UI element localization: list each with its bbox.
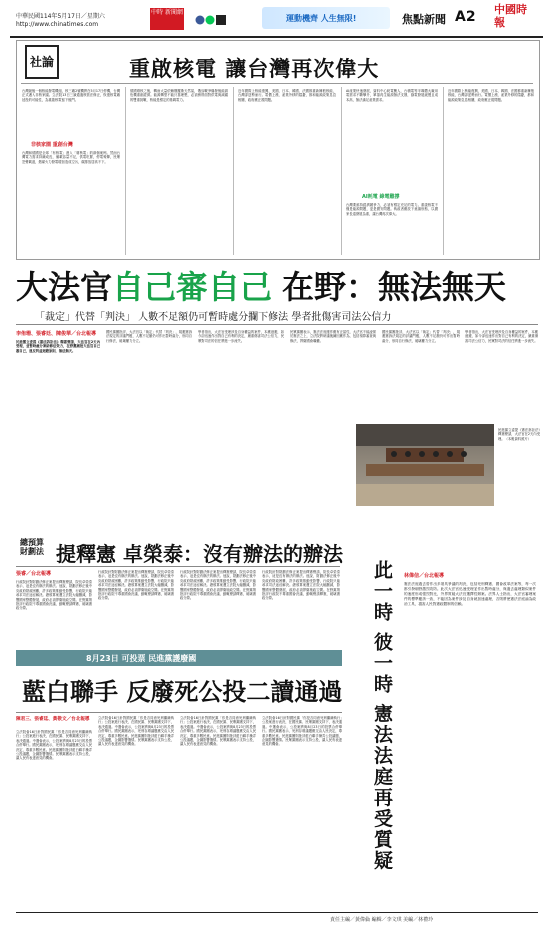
- court-headline-part-2: 自己審自己: [112, 268, 273, 306]
- referendum-body-3: 立法院會16日針對國民黨「你是否同意死刑繼續執行」公投案進行表決，在國民黨、民眾黨團支持下，表決通過。中選會表示，公投案將與8月23日的投票合併舉行。國民黨團表示，死刑存廢議題應交由人民決定，尊重多數民意。民進黨團則批評藍白聯手操弄公投議題，企圖影響選情。民眾黨團表示支持公投，讓人民有表達意見的機會。: [180, 716, 256, 747]
- referendum-body-1: 立法院會16日針對國民黨「你是否同意死刑繼續執行」公投案進行表決，在國民黨、民眾黨團支持下，表決通過。中選會表示，公投案將與8月23日的投票合併舉行。國民黨團表示，死刑存廢議題應交由人民決定，尊重多數民意。民進黨團則批評藍白聯手操弄公投議題，企圖影響選情。民眾黨團表示支持公投，讓人民有表達意見的機會。: [16, 730, 92, 761]
- editorial-rule: [21, 83, 533, 84]
- referendum-headline: 藍白聯手 反廢死公投二讀通過: [22, 678, 343, 706]
- opinion-body-3: 行政院針對財劃法修正案提出釋憲聲請，院長卓榮泰表示，這是沒有辦法的辦法。他說，財劃法修正後中央政府財政困難，許多政策推動受影響，行政院只能尋求司法途徑解決。總預算案遭立法院大幅刪減，影響國家整體發展，政府必須捍衛施政空間。在野黨則批評行政院不尊重國會決議，動輒聲請釋憲，破壞憲政分際。: [180, 570, 256, 601]
- court-subhead: 「裁定」代替「判決」 人數不足額仍可暫時處分攔下修法 學者批傷害司法公信力: [35, 312, 392, 323]
- court-subhead-rule: [16, 324, 538, 325]
- editorial-body-1: 台灣和德國是全球「有核電」進入「廢核電」的兩個案例。然而台灣電力需求持續成長，備載容量不足，供電吃緊，停電頻傳，民眾怨聲載道，燃煤火力發電增加造成空污，碳排放居高不下。: [22, 151, 120, 164]
- court-headline-part-1: 大法官: [16, 268, 113, 306]
- brand-logo: 中國時報: [494, 3, 527, 29]
- editorial-headline: 重啟核電 讓台灣再次偉大: [129, 57, 380, 81]
- editorial-seal: 社論: [25, 45, 59, 79]
- court-photo-caption: 民進黨立委提《憲法訴訟法》釋憲聲請，大法官在2天內受理。（本報資料照片）: [498, 428, 540, 441]
- editorial-section: [16, 40, 540, 260]
- court-body-1: 國民黨團批評，大法官以「裁定」代替「判決」，規避憲訴法規定的評議門檻，人數不足額仍可作出暫時處分，形同自行修法，破壞權力分立。: [106, 330, 192, 343]
- court-byline: 李侑珊、張睿廷、陳俊華／台北報導: [16, 331, 97, 337]
- editorial-body-3: 近年國際上核能復興，美國、日本、韓國、法國都重新擁抱核能，台灣卻逆勢而行。電價上漲、產業外移的隱憂，都和能源政策息息相關，政府應正視問題。: [238, 89, 336, 102]
- opinion-headline: 提釋憲 卓榮泰：沒有辦法的辦法: [56, 542, 343, 566]
- opinion-label: 總預算 財劃法: [20, 538, 44, 556]
- referendum-tag-bar: [16, 650, 342, 666]
- masthead-icons: [195, 12, 233, 26]
- masthead-rule: [10, 36, 543, 38]
- editorial-subhead-2: AI耗電 綠電難撐: [362, 194, 400, 200]
- editorial-body-4: AI產業快速發展，資料中心耗電驚人，台積電等半導體大廠用電需求不斷攀升，單靠再生能源無法支撐，綠電發展緩慢且成本高，無法滿足產業需求。: [346, 89, 438, 102]
- editorial-body-6: 近年國際上核能復興，美國、日本、韓國、法國都重新擁抱核能，台灣卻逆勢而行。電價上漲、產業外移的隱憂，都和能源政策息息相關，政府應正視問題。: [448, 89, 534, 102]
- court-lead: 民進黨立委提《憲法訴訟法》釋憲聲請，大法官在2天內受理，並暫時處分凍結修法效力，在野黨痛批大法官自己審自己，違反利益迴避原則，無法無天。: [16, 340, 100, 353]
- court-photo: [356, 424, 494, 506]
- masthead: [0, 0, 553, 36]
- editorial-body-2: 德國廢核之後，轉而大量依賴俄羅斯天然氣，俄烏戰爭爆發後能源危機重創經濟。能源轉型不能只靠理想，必須務實面對供電與減碳的雙重挑戰，核能是穩定的基載電力。: [130, 89, 228, 102]
- opinion-rule: [16, 566, 340, 567]
- masthead-url: http://www.chinatimes.com: [16, 21, 99, 28]
- ad-banner-text: 運動機齊 人生無限!: [286, 14, 357, 23]
- court-body-2: 學者指出，大法官受理涉及自身權益的案件，本應迴避，如今卻迅速作出對自己有利的決定，嚴重傷害司法公信力，民眾對司法的信任將進一步流失。: [198, 330, 284, 343]
- referendum-byline: 陳君三、張睿廷、黃敬文／台北報導: [16, 717, 90, 722]
- court-body-3: 民眾黨團表示，憲法法庭運作應有正當性，大法官不能凌駕於憲法之上，立法院將研議後續因應作為，包括預算審查與修法，捍衛國會職權。: [290, 330, 376, 343]
- editorial-body-5: 台灣要維持經濟競爭力，必須有穩定充足的電力。重啟核電不僅是能源問題，更是國安問題。執政者應放下意識形態，以國家長遠發展為重，讓台灣再次偉大。: [346, 203, 438, 216]
- referendum-body-2: 立法院會16日針對國民黨「你是否同意死刑繼續執行」公投案進行表決，在國民黨、民眾黨團支持下，表決通過。中選會表示，公投案將與8月23日的投票合併舉行。國民黨團表示，死刑存廢議題應交由人民決定，尊重多數民意。民進黨團則批評藍白聯手操弄公投議題，企圖影響選情。民眾黨團表示支持公投，讓人民有表達意見的機會。: [98, 716, 174, 747]
- footer-rule: [16, 912, 538, 913]
- referendum-tag: 8月23日 可投票 民進黨護廢國: [86, 654, 197, 663]
- page-number: A2: [455, 9, 476, 25]
- court-headline-part-3: 在野：無法無天: [282, 268, 507, 306]
- chinatimes-logo-text: 中時 新聞網: [151, 9, 183, 16]
- footer-credit: 責任主編／黃偉倫 編輯／李文琪 美編／林禮玲: [330, 917, 434, 923]
- sidebar-body: 憲法法庭過去曾作出多項具爭議的判決，包括死刑釋憲、國會改革法案等，每一次都引發朝野激烈攻防。此次大法官迅速受理並作出暫時處分，與過去處理類似案件的速度形成強烈對比，外界質疑大法官選擇性辦案。法界人士指出，大法官審理案件的標準應該一致，不能因為案件涉及自身就加速處理，否則將使憲法法庭淪為政治工具，損害人民對憲政體制的信賴。: [404, 582, 536, 606]
- court-headline: [16, 262, 538, 308]
- opinion-byline: 張睿／台北報導: [16, 571, 52, 577]
- opinion-body-1: 行政院針對財劃法修正案提出釋憲聲請，院長卓榮泰表示，這是沒有辦法的辦法。他說，財劃法修正後中央政府財政困難，許多政策推動受影響，行政院只能尋求司法途徑解決。總預算案遭立法院大幅刪減，影響國家整體發展，政府必須捍衛施政空間。在野黨則批評行政院不尊重國會決議，動輒聲請釋憲，破壞憲政分際。: [16, 580, 92, 611]
- sidebar-byline: 林偉信／台北報導: [404, 573, 445, 579]
- court-body-5: 學者指出，大法官受理涉及自身權益的案件，本應迴避，如今卻迅速作出對自己有利的決定，嚴重傷害司法公信力，民眾對司法的信任將進一步流失。: [465, 330, 538, 343]
- masthead-date: 中華民國114年5月17日／星期六: [16, 13, 105, 20]
- opinion-body-4: 行政院針對財劃法修正案提出釋憲聲請，院長卓榮泰表示，這是沒有辦法的辦法。他說，財劃法修正後中央政府財政困難，許多政策推動受影響，行政院只能尋求司法途徑解決。總預算案遭立法院大幅刪減，影響國家整體發展，政府必須捍衛施政空間。在野黨則批評行政院不尊重國會決議，動輒聲請釋憲，破壞憲政分際。: [262, 570, 340, 601]
- court-body-4: 國民黨團批評，大法官以「裁定」代替「判決」，規避憲訴法規定的評議門檻，人數不足額仍可作出暫時處分，形同自行修法，破壞權力分立。: [382, 330, 460, 343]
- courtroom-image: [356, 424, 494, 506]
- editorial-intro: 台灣最後一個核能發電機組，核三廠2號機將在5月17日停機，台灣正式邁入非核家園。立法院13日三讀通過核管法修正，恢復核電廠延役的可能性，為重啟核電留下後門。: [22, 89, 120, 102]
- referendum-body-4: 立法院會16日針對國民黨「你是否同意死刑繼續執行」公投案進行表決，在國民黨、民眾黨團支持下，表決通過。中選會表示，公投案將與8月23日的投票合併舉行。國民黨團表示，死刑存廢議題應交由人民決定，尊重多數民意。民進黨團則批評藍白聯手操弄公投議題，企圖影響選情。民眾黨團表示支持公投，讓人民有表達意見的機會。: [262, 716, 342, 747]
- chinatimes-logo: [150, 8, 184, 30]
- sidebar-headline: 此一時 彼一時 憲法法庭再受質疑: [371, 560, 393, 872]
- page-title: 焦點新聞: [402, 13, 446, 26]
- referendum-rule: [16, 712, 342, 713]
- social-icons: [195, 13, 233, 27]
- ad-banner[interactable]: [262, 7, 390, 29]
- opinion-body-2: 行政院針對財劃法修正案提出釋憲聲請，院長卓榮泰表示，這是沒有辦法的辦法。他說，財劃法修正後中央政府財政困難，許多政策推動受影響，行政院只能尋求司法途徑解決。總預算案遭立法院大幅刪減，影響國家整體發展，政府必須捍衛施政空間。在野黨則批評行政院不尊重國會決議，動輒聲請釋憲，破壞憲政分際。: [98, 570, 174, 601]
- editorial-subhead-1: 非核家園 重創台灣: [31, 142, 73, 148]
